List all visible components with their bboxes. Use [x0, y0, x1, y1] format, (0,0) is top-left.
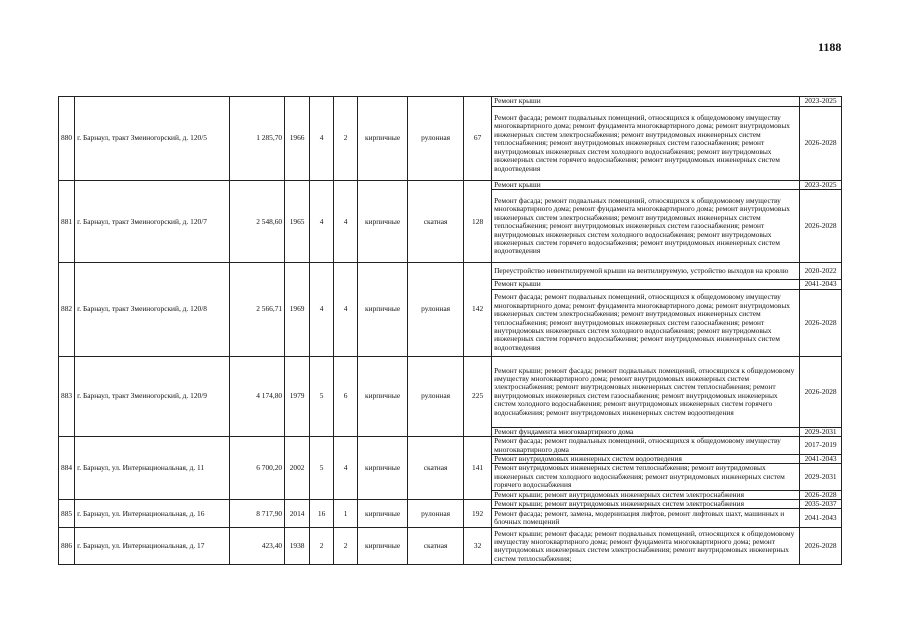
roof-type-cell: скатная [408, 437, 464, 500]
address-cell: г. Барнаул, ул. Интернациональная, д. 11 [75, 437, 230, 500]
roof-type-cell: рулонная [408, 97, 464, 181]
table-row [59, 437, 842, 455]
work-period-cell: 2035-2037 [800, 500, 842, 509]
work-description-cell: Ремонт крыши [492, 181, 800, 190]
wall-material-cell: кирпичные [358, 263, 408, 356]
floors-cell: 16 [310, 500, 334, 528]
year-built-cell: 1969 [285, 263, 310, 356]
page-number: 1188 [818, 40, 842, 54]
work-period-cell: 2026-2028 [800, 190, 842, 263]
entrances-cell: 6 [334, 356, 358, 436]
entrances-cell: 4 [334, 263, 358, 356]
wall-material-cell: кирпичные [358, 181, 408, 263]
work-description-cell: Ремонт фасада; ремонт подвальных помещений, относящихся к общедомовому имуществу многоквартирного дома; ремонт фундамента многоквартирного дома; ремонт внутридомовых инженерных систем электроснабжения; ремонт внутридомовых инженерных систем теплоснабжения; ремонт внутридомовых инженерных систем газоснабжения; ремонт внутридомовых инженерных систем холодного водоснабжения; ремонт внутридомовых инженерных систем горячего водоснабжения; ремонт внутридомовых инженерных систем водоотведения [492, 289, 800, 356]
work-period-cell: 2029-2031 [800, 427, 842, 436]
table-row [59, 263, 842, 280]
units-cell: 67 [464, 97, 492, 181]
row-number: 882 [59, 263, 75, 356]
total-area-cell: 8 717,90 [230, 500, 285, 528]
work-description-cell: Ремонт фундамента многоквартирного дома [492, 427, 800, 436]
work-description-cell: Ремонт фасада; ремонт подвальных помещений, относящихся к общедомовому имуществу многоквартирного дома [492, 437, 800, 455]
row-number: 880 [59, 97, 75, 181]
work-period-cell: 2026-2028 [800, 490, 842, 499]
address-cell: г. Барнаул, тракт Змеиногорский, д. 120/7 [75, 181, 230, 263]
work-description-cell: Ремонт крыши; ремонт внутридомовых инженерных систем электроснабжения [492, 500, 800, 509]
roof-type-cell: рулонная [408, 263, 464, 356]
row-number: 886 [59, 528, 75, 565]
work-description-cell: Ремонт крыши [492, 97, 800, 107]
work-period-cell: 2041-2043 [800, 455, 842, 464]
work-description-cell: Ремонт крыши; ремонт внутридомовых инженерных систем электроснабжения [492, 490, 800, 499]
units-cell: 142 [464, 263, 492, 356]
year-built-cell: 2002 [285, 437, 310, 500]
address-cell: г. Барнаул, тракт Змеиногорский, д. 120/8 [75, 263, 230, 356]
register-table [58, 96, 842, 565]
work-period-cell: 2026-2028 [800, 107, 842, 181]
work-period-cell: 2041-2043 [800, 509, 842, 528]
table-row [59, 181, 842, 190]
year-built-cell: 1938 [285, 528, 310, 565]
units-cell: 32 [464, 528, 492, 565]
work-period-cell: 2026-2028 [800, 528, 842, 565]
year-built-cell: 1966 [285, 97, 310, 181]
wall-material-cell: кирпичные [358, 500, 408, 528]
roof-type-cell: скатная [408, 181, 464, 263]
work-period-cell: 2017-2019 [800, 437, 842, 455]
total-area-cell: 1 285,70 [230, 97, 285, 181]
address-cell: г. Барнаул, ул. Интернациональная, д. 17 [75, 528, 230, 565]
total-area-cell: 6 700,20 [230, 437, 285, 500]
units-cell: 225 [464, 356, 492, 436]
wall-material-cell: кирпичные [358, 97, 408, 181]
total-area-cell: 4 174,80 [230, 356, 285, 436]
wall-material-cell: кирпичные [358, 356, 408, 436]
work-period-cell: 2041-2043 [800, 280, 842, 289]
total-area-cell: 423,40 [230, 528, 285, 565]
row-number: 885 [59, 500, 75, 528]
year-built-cell: 1979 [285, 356, 310, 436]
wall-material-cell: кирпичные [358, 437, 408, 500]
work-period-cell: 2026-2028 [800, 356, 842, 427]
work-description-cell: Ремонт внутридомовых инженерных систем теплоснабжения; ремонт внутридомовых инженерных систем холодного водоснабжения; ремонт внутридомовых инженерных систем горячего водоснабжения [492, 464, 800, 490]
work-description-cell: Ремонт крыши; ремонт фасада; ремонт подвальных помещений, относящихся к общедомовому имуществу многоквартирного дома; ремонт внутридомовых инженерных систем электроснабжения; ремонт внутридомовых инженерных систем теплоснабжения; ремонт внутридомовых инженерных систем газоснабжения; ремонт внутридомовых инженерных систем холодного водоснабжения; ремонт внутридомовых инженерных систем горячего водоснабжения; ремонт внутридомовых инженерных систем водоотведения [492, 356, 800, 427]
work-description-cell: Переустройство невентилируемой крыши на вентилируемую, устройство выходов на кровлю [492, 263, 800, 280]
work-description-cell: Ремонт фасада; ремонт подвальных помещений, относящихся к общедомовому имуществу многоквартирного дома; ремонт фундамента многоквартирного дома; ремонт внутридомовых инженерных систем электроснабжения; ремонт внутридомовых инженерных систем теплоснабжения; ремонт внутридомовых инженерных систем газоснабжения; ремонт внутридомовых инженерных систем холодного водоснабжения; ремонт внутридомовых инженерных систем горячего водоснабжения; ремонт внутридомовых инженерных систем водоотведения [492, 190, 800, 263]
address-cell: г. Барнаул, тракт Змеиногорский, д. 120/9 [75, 356, 230, 436]
year-built-cell: 1965 [285, 181, 310, 263]
table-row [59, 97, 842, 107]
work-period-cell: 2023-2025 [800, 97, 842, 107]
floors-cell: 4 [310, 263, 334, 356]
entrances-cell: 4 [334, 437, 358, 500]
work-description-cell: Ремонт внутридомовых инженерных систем водоотведения [492, 455, 800, 464]
total-area-cell: 2 548,60 [230, 181, 285, 263]
floors-cell: 5 [310, 356, 334, 436]
table-row [59, 356, 842, 427]
work-description-cell: Ремонт крыши; ремонт фасада; ремонт подвальных помещений, относящихся к общедомовому имуществу многоквартирного дома; ремонт фундамента многоквартирного дома; ремонт внутридомовых инженерных систем электроснабжения; ремонт внутридомовых инженерных систем теплоснабжения; [492, 528, 800, 565]
floors-cell: 4 [310, 97, 334, 181]
total-area-cell: 2 566,71 [230, 263, 285, 356]
row-number: 881 [59, 181, 75, 263]
work-description-cell: Ремонт фасада; ремонт подвальных помещений, относящихся к общедомовому имуществу многоквартирного дома; ремонт фундамента многоквартирного дома; ремонт внутридомовых инженерных систем электроснабжения; ремонт внутридомовых инженерных систем теплоснабжения; ремонт внутридомовых инженерных систем газоснабжения; ремонт внутридомовых инженерных систем холодного водоснабжения; ремонт внутридомовых инженерных систем горячего водоснабжения; ремонт внутридомовых инженерных систем водоотведения [492, 107, 800, 181]
table-row [59, 528, 842, 565]
units-cell: 128 [464, 181, 492, 263]
wall-material-cell: кирпичные [358, 528, 408, 565]
work-period-cell: 2023-2025 [800, 181, 842, 190]
units-cell: 192 [464, 500, 492, 528]
address-cell: г. Барнаул, ул. Интернациональная, д. 16 [75, 500, 230, 528]
work-period-cell: 2026-2028 [800, 289, 842, 356]
units-cell: 141 [464, 437, 492, 500]
roof-type-cell: рулонная [408, 356, 464, 436]
year-built-cell: 2014 [285, 500, 310, 528]
work-description-cell: Ремонт крыши [492, 280, 800, 289]
work-period-cell: 2029-2031 [800, 464, 842, 490]
address-cell: г. Барнаул, тракт Змеиногорский, д. 120/5 [75, 97, 230, 181]
row-number: 883 [59, 356, 75, 436]
row-number: 884 [59, 437, 75, 500]
floors-cell: 5 [310, 437, 334, 500]
work-period-cell: 2020-2022 [800, 263, 842, 280]
table-body [59, 97, 842, 565]
floors-cell: 4 [310, 181, 334, 263]
entrances-cell: 2 [334, 97, 358, 181]
floors-cell: 2 [310, 528, 334, 565]
table-row [59, 500, 842, 509]
roof-type-cell: рулонная [408, 500, 464, 528]
work-description-cell: Ремонт фасада; ремонт, замена, модернизация лифтов, ремонт лифтовых шахт, машинных и блочных помещений [492, 509, 800, 528]
entrances-cell: 4 [334, 181, 358, 263]
entrances-cell: 1 [334, 500, 358, 528]
roof-type-cell: скатная [408, 528, 464, 565]
entrances-cell: 2 [334, 528, 358, 565]
